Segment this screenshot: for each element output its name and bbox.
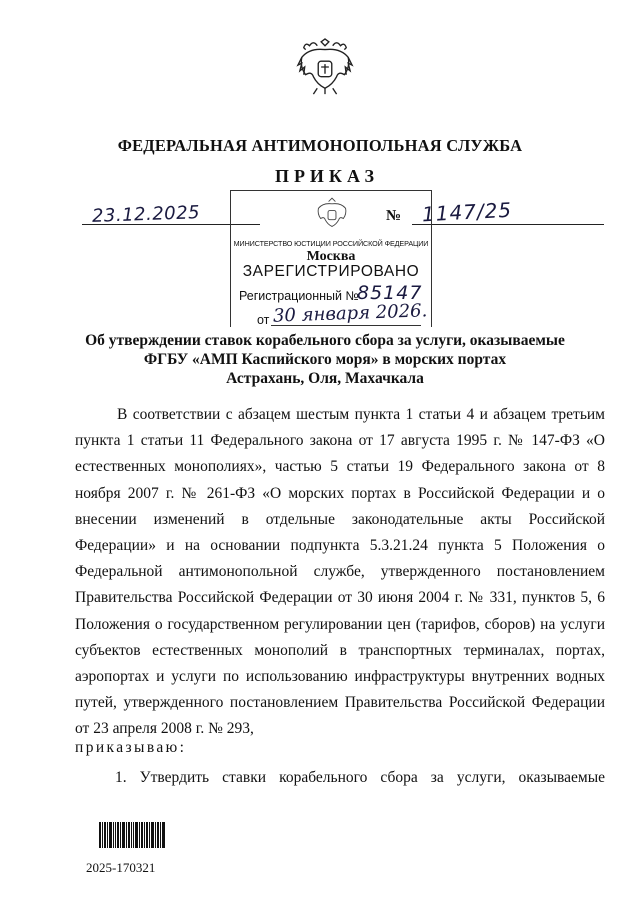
order-subject xyxy=(60,331,590,388)
order-date: 23.12.2025 xyxy=(91,202,201,227)
order-word: приказываю: xyxy=(75,739,187,756)
stamp-from-date: 30 января 2026. xyxy=(272,300,428,327)
stamp-city: Москва xyxy=(306,249,356,264)
document-id: 2025-170321 xyxy=(86,860,156,875)
coat-of-arms-icon xyxy=(296,38,354,96)
stamp-date-underline xyxy=(271,325,421,326)
preamble-paragraph xyxy=(75,402,605,743)
agency-name: ФЕДЕРАЛЬНАЯ АНТИМОНОПОЛЬНАЯ СЛУЖБА xyxy=(117,136,523,155)
order-title: ПРИКАЗ xyxy=(274,166,380,186)
stamp-from-label: от xyxy=(257,313,270,327)
subject-line-1: Об утверждении ставок корабельного сбора за услуги, оказываемые xyxy=(85,332,565,349)
number-underline xyxy=(412,224,604,225)
stamp-coat-of-arms-icon xyxy=(315,197,349,231)
item-1-text: 1. Утвердить ставки корабельного сбора за услуги, оказываемые xyxy=(115,769,605,786)
order-number: 1147/25 xyxy=(421,197,513,227)
number-sign: № xyxy=(386,208,402,224)
stamp-registered: ЗАРЕГИСТРИРОВАНО xyxy=(242,263,420,280)
subject-line-3: Астрахань, Оля, Махачкала xyxy=(226,370,424,387)
registration-stamp xyxy=(230,190,432,327)
barcode-icon xyxy=(99,822,165,848)
subject-line-2: ФГБУ «АМП Каспийского моря» в морских портах xyxy=(143,351,507,368)
preamble-text: В соответствии с абзацем шестым пункта 1 статьи 4 и абзацем третьим пункта 1 статьи 11 Федерального закона от 17 августа 1995 г. № 147-ФЗ «О естественных монополиях», частью 5 статьи 19 Федерального закона от 8 ноября 2007 г. № 261-ФЗ «О морских портах в Российской Федерации и о внесении изменений в отдельные законодательные акты Российской Федерации» и на основании подпункта 5.3.21.24 пункта 5 Положения о Федеральной антимонопольной службе, утвержденного постановлением Правительства Российской Федерации от 30 июня 2004 г. № 331, пунктов 5, 6 Положения о государственном регулировании цен (тарифов, сборов) на услуги субъектов естественных монополий в транспортных терминалах, портах, аэропортах и услуги по использованию инфраструктуры внутренних водных путей, утвержденного постановлением Правительства Российской Федерации от 23 апреля 2008 г. № 293, xyxy=(75,406,605,738)
stamp-ministry: МИНИСТЕРСТВО ЮСТИЦИИ РОССИЙСКОЙ ФЕДЕРАЦИИ xyxy=(233,239,429,248)
stamp-reg-number: 85147 xyxy=(357,282,423,304)
item-1 xyxy=(75,765,605,791)
stamp-reg-label: Регистрационный № xyxy=(239,289,359,303)
